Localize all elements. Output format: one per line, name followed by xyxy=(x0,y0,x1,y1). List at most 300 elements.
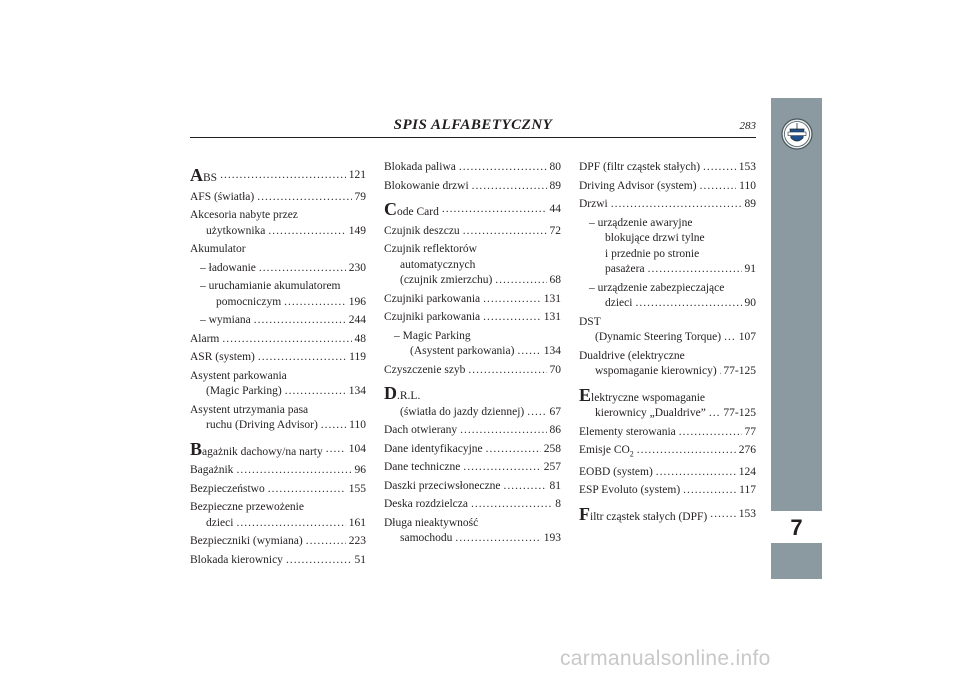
entry-heading: Długa nieaktywność xyxy=(384,516,479,529)
sub-entry-heading: – uruchamianie akumulatorem xyxy=(200,280,341,292)
entry-text xyxy=(384,442,483,458)
entry-text xyxy=(190,553,283,569)
entry-text-body: EOBD (system) xyxy=(579,465,653,478)
entry-text-body: ASR (system) xyxy=(190,351,255,363)
entry-text-body: Czujniki parkowania xyxy=(384,311,481,323)
entry-row xyxy=(384,423,561,439)
entry-row xyxy=(579,197,756,213)
entry-text-body: Bezpieczniki (wymiana) xyxy=(190,535,303,547)
leader-dots xyxy=(455,531,540,547)
index-entry xyxy=(384,242,561,289)
index-entry xyxy=(190,165,366,187)
index-entry xyxy=(579,160,756,176)
index-entry xyxy=(190,313,366,329)
page-ref: 230 xyxy=(348,261,366,274)
index-entry xyxy=(579,349,756,380)
index-entry xyxy=(384,460,561,476)
leader-dots xyxy=(724,330,736,346)
entry-text xyxy=(595,364,717,380)
header-rule xyxy=(190,137,756,138)
index-entry xyxy=(579,425,756,441)
index-entry xyxy=(190,438,366,461)
page-ref: 134 xyxy=(348,385,366,397)
entry-heading-rest: lektryczne wspomaganie xyxy=(591,391,706,404)
entry-text-body: (Asystent parkowania) xyxy=(410,345,515,357)
page-ref: 131 xyxy=(543,292,561,305)
entry-row xyxy=(190,190,366,206)
entry-heading: Asystent parkowania xyxy=(190,369,287,382)
leader-dots xyxy=(486,442,541,458)
entry-text-body: Czujnik deszczu xyxy=(384,224,460,237)
entry-row xyxy=(384,460,561,476)
page-ref: 44 xyxy=(549,203,561,215)
index-column-1 xyxy=(190,160,366,571)
initial-letter: E xyxy=(579,384,592,405)
index-column-3 xyxy=(579,160,756,528)
entry-row xyxy=(579,262,756,278)
entry-row xyxy=(384,344,561,360)
entry-heading xyxy=(579,384,756,407)
entry-row xyxy=(384,497,561,513)
entry-row xyxy=(190,332,366,348)
entry-text xyxy=(384,224,460,240)
leader-dots xyxy=(442,202,547,221)
entry-text xyxy=(384,497,468,513)
index-entry xyxy=(384,442,561,458)
page-ref: 70 xyxy=(549,363,561,376)
entry-text xyxy=(384,179,469,195)
entry-text-body: Dane identyfikacyjne xyxy=(384,442,483,455)
index-entry xyxy=(384,310,561,326)
index-entry xyxy=(190,482,366,498)
leader-dots xyxy=(236,463,351,479)
entry-text xyxy=(595,406,706,422)
entry-text-body: pomocniczym xyxy=(216,295,282,308)
entry-heading-rest: .R.L. xyxy=(397,390,421,402)
entry-text xyxy=(190,165,218,187)
entry-text-body: Blokowanie drzwi xyxy=(384,179,469,192)
entry-row xyxy=(579,465,756,481)
index-entry xyxy=(190,208,366,239)
leader-dots xyxy=(720,364,721,380)
entry-row xyxy=(579,160,756,176)
index-entry xyxy=(384,179,561,195)
leader-dots xyxy=(504,479,547,495)
sub-entry-heading: – urządzenie awaryjne xyxy=(589,216,693,229)
index-entry xyxy=(579,179,756,195)
page-ref: 117 xyxy=(739,484,756,497)
lancia-logo-icon xyxy=(781,118,813,150)
page-ref: 81 xyxy=(549,479,561,492)
entry-text-body: dzieci xyxy=(605,297,633,309)
entry-row xyxy=(384,273,561,289)
page-ref: 257 xyxy=(543,461,561,473)
leader-dots xyxy=(703,160,736,176)
entry-text xyxy=(605,262,645,278)
index-entry xyxy=(190,261,366,277)
entry-text xyxy=(384,310,480,326)
entry-text xyxy=(190,463,233,479)
page-ref: 77 xyxy=(744,425,756,438)
entry-row xyxy=(190,438,366,461)
entry-text-body: iltr cząstek stałych (DPF) xyxy=(590,510,708,523)
entry-text-body: AFS (światła) xyxy=(190,190,255,203)
page-ref: 110 xyxy=(349,419,366,431)
leader-dots xyxy=(483,310,541,326)
entry-text-body: użytkownika xyxy=(206,224,266,237)
page-title: SPIS ALFABETYCZNY xyxy=(393,117,553,133)
page-ref: 67 xyxy=(549,405,561,418)
leader-dots xyxy=(460,423,546,439)
page-ref: 91 xyxy=(744,263,756,275)
entry-text xyxy=(605,296,632,312)
index-entry xyxy=(384,292,561,308)
entry-text-body: ESP Evoluto (system) xyxy=(579,484,681,497)
index-entry xyxy=(579,197,756,213)
page-ref: 89 xyxy=(744,198,756,210)
entry-text xyxy=(384,460,460,476)
leader-dots xyxy=(236,516,345,532)
entry-label: Akumulator xyxy=(190,243,246,255)
index-entry xyxy=(579,443,756,462)
entry-text xyxy=(190,190,254,206)
entry-text xyxy=(400,531,452,547)
index-entry xyxy=(384,383,561,420)
page-ref: 276 xyxy=(738,444,756,456)
entry-row xyxy=(384,479,561,495)
entry-text-body: Emisje CO xyxy=(579,444,630,456)
entry-row xyxy=(190,553,366,569)
entry-continuation: blokujące drzwi tylne xyxy=(605,232,705,244)
index-entry xyxy=(384,363,561,379)
page-ref: 80 xyxy=(549,161,561,173)
index-entry xyxy=(579,281,756,312)
entry-row xyxy=(579,425,756,441)
leader-dots xyxy=(220,168,346,187)
index-entry xyxy=(384,199,561,221)
chapter-number: 7 xyxy=(790,515,803,540)
index-entry xyxy=(190,242,366,258)
entry-row xyxy=(190,224,366,240)
entry-text-body: wspomaganie kierownicy) xyxy=(595,365,717,377)
leader-dots xyxy=(637,443,736,462)
page-ref: 223 xyxy=(348,535,366,547)
page-ref: 104 xyxy=(348,442,366,455)
leader-dots xyxy=(709,406,721,422)
index-entry xyxy=(579,503,756,526)
leader-dots xyxy=(459,160,547,176)
leader-dots xyxy=(257,190,351,206)
entry-row xyxy=(384,310,561,326)
leader-dots xyxy=(285,384,346,400)
entry-row xyxy=(579,503,756,526)
entry-row xyxy=(190,295,366,311)
entry-text xyxy=(190,534,303,550)
entry-heading: Bezpieczne przewożenie xyxy=(190,501,304,513)
entry-row xyxy=(190,165,366,187)
index-column-2 xyxy=(384,160,561,550)
entry-text xyxy=(206,418,318,434)
page-ref: 161 xyxy=(348,516,366,529)
entry-text-body: DPF (filtr cząstek stałych) xyxy=(579,161,701,173)
index-entry xyxy=(384,479,561,495)
leader-dots xyxy=(517,344,540,360)
page-ref: 244 xyxy=(348,314,366,326)
entry-text xyxy=(384,199,439,221)
leader-dots xyxy=(463,224,547,240)
leader-dots xyxy=(679,425,742,441)
entry-text-body: (światła do jazdy dziennej) xyxy=(400,405,525,418)
page-ref: 258 xyxy=(543,442,561,455)
index-entry xyxy=(579,384,756,422)
page-ref: 193 xyxy=(543,532,561,544)
entry-text: – wymiana xyxy=(200,314,251,326)
leader-dots xyxy=(683,483,736,499)
index-entry xyxy=(579,465,756,481)
entry-text xyxy=(190,482,265,498)
entry-row xyxy=(190,261,366,277)
entry-text-body: samochodu xyxy=(400,532,453,544)
entry-text-body: ruchu (Driving Advisor) xyxy=(206,419,318,431)
entry-text-body: Alarm xyxy=(190,332,220,345)
entry-text-body: Czyszczenie szyb xyxy=(384,363,466,376)
leader-dots xyxy=(306,534,346,550)
page-ref: 89 xyxy=(549,179,561,192)
entry-row xyxy=(190,482,366,498)
entry-text xyxy=(190,332,219,348)
page-header xyxy=(190,117,756,137)
index-entry xyxy=(384,329,561,360)
entry-text xyxy=(206,516,233,532)
leader-dots xyxy=(656,465,736,481)
entry-row xyxy=(190,418,366,434)
initial-letter: C xyxy=(384,199,397,219)
leader-dots xyxy=(471,497,552,513)
page-ref: 107 xyxy=(738,331,756,343)
index-entry xyxy=(190,332,366,348)
index-entry xyxy=(190,369,366,400)
entry-row xyxy=(384,405,561,421)
entry-text-body: Bagażnik xyxy=(190,464,234,476)
leader-dots xyxy=(463,460,540,476)
entry-heading: Dualdrive (elektryczne xyxy=(579,349,685,362)
entry-text xyxy=(206,384,282,400)
leader-dots xyxy=(495,273,546,289)
entry-heading: Asystent utrzymania pasa xyxy=(190,403,309,416)
entry-text-body: agażnik dachowy/na narty xyxy=(202,445,323,458)
leader-dots xyxy=(259,261,346,277)
page-ref: 149 xyxy=(348,224,366,237)
entry-row xyxy=(384,531,561,547)
leader-dots xyxy=(222,332,351,348)
initial-letter: D xyxy=(384,383,397,403)
index-entry xyxy=(579,483,756,499)
entry-text-body: Daszki przeciwsłoneczne xyxy=(384,479,501,492)
entry-row xyxy=(384,292,561,308)
index-entry xyxy=(384,423,561,439)
entry-text-body: (czujnik zmierzchu) xyxy=(400,274,493,286)
entry-row xyxy=(579,483,756,499)
page-ref: 155 xyxy=(348,482,366,495)
entry-row xyxy=(190,313,366,329)
entry-text-body: Blokada paliwa xyxy=(384,161,456,173)
page-ref: 134 xyxy=(543,345,561,357)
entry-text xyxy=(190,438,323,461)
leader-dots xyxy=(468,363,546,379)
page-ref: 153 xyxy=(738,507,756,520)
initial-letter: B xyxy=(190,438,203,459)
entry-continuation: i przednie po stronie xyxy=(605,247,700,260)
index-entry xyxy=(190,463,366,479)
entry-text-body: Elementy sterowania xyxy=(579,425,676,438)
entry-text xyxy=(190,350,255,366)
leader-dots xyxy=(635,296,741,312)
initial-letter: A xyxy=(190,165,203,185)
entry-text xyxy=(216,295,281,311)
entry-text xyxy=(579,503,708,526)
page-ref: 119 xyxy=(349,351,366,363)
subscript: 2 xyxy=(629,449,634,459)
entry-row xyxy=(384,363,561,379)
entry-continuation: automatycznych xyxy=(400,258,476,271)
entry-heading: Czujnik reflektorów xyxy=(384,243,477,255)
entry-text xyxy=(384,363,465,379)
entry-text xyxy=(579,465,653,481)
entry-text xyxy=(384,160,456,176)
entry-row xyxy=(579,330,756,346)
chapter-sidebar xyxy=(771,98,822,579)
page-ref: 90 xyxy=(744,297,756,309)
index-entry xyxy=(190,190,366,206)
index-entry xyxy=(579,315,756,346)
index-entry xyxy=(384,497,561,513)
leader-dots xyxy=(700,179,737,195)
index-entry xyxy=(190,403,366,434)
entry-row xyxy=(190,384,366,400)
entry-text xyxy=(384,423,457,439)
watermark: carmanualsonline.info xyxy=(560,647,771,670)
page-ref: 8 xyxy=(555,498,561,510)
entry-text-body: BS xyxy=(203,172,218,184)
page-ref: 124 xyxy=(738,465,756,478)
entry-text-body: (Magic Parking) xyxy=(206,385,282,397)
entry-row xyxy=(190,350,366,366)
entry-row xyxy=(190,516,366,532)
page-number: 283 xyxy=(739,120,756,132)
leader-dots xyxy=(527,405,546,421)
index-entry xyxy=(384,224,561,240)
page-ref: 72 xyxy=(549,224,561,237)
leader-dots xyxy=(483,292,541,308)
entry-text-body: dzieci xyxy=(206,516,234,529)
entry-text-body: kierownicy „Dualdrive” xyxy=(595,407,706,419)
index-entry xyxy=(190,534,366,550)
entry-row xyxy=(579,443,756,462)
entry-text xyxy=(206,224,265,240)
index-entry xyxy=(190,350,366,366)
entry-text-body: Dach otwierany xyxy=(384,424,458,436)
entry-row xyxy=(579,179,756,195)
entry-text xyxy=(410,344,514,360)
entry-text-body: Blokada kierownicy xyxy=(190,553,283,566)
leader-dots xyxy=(286,553,352,569)
page-ref: 110 xyxy=(739,179,756,192)
entry-text xyxy=(384,292,480,308)
entry-text xyxy=(579,160,700,176)
page-ref: 77-125 xyxy=(723,407,756,419)
entry-text xyxy=(579,425,676,441)
entry-text xyxy=(400,405,524,421)
leader-dots xyxy=(611,197,742,213)
entry-text-body: Drzwi xyxy=(579,198,608,210)
index-entry xyxy=(384,160,561,176)
entry-text-body: Bezpieczeństwo xyxy=(190,482,265,495)
index-entry xyxy=(384,516,561,547)
leader-dots xyxy=(258,350,346,366)
entry-text xyxy=(384,479,501,495)
page-ref: 79 xyxy=(354,190,366,203)
entry-row xyxy=(190,463,366,479)
leader-dots xyxy=(268,482,346,498)
index-entry xyxy=(579,216,756,278)
entry-row xyxy=(579,364,756,380)
entry-text xyxy=(579,197,608,213)
sub-entry-heading: – Magic Parking xyxy=(394,329,471,342)
entry-text-body: Czujniki parkowania xyxy=(384,292,481,305)
page-ref: 121 xyxy=(348,169,366,181)
page-ref: 48 xyxy=(354,332,366,345)
initial-letter: F xyxy=(579,503,590,524)
page-ref: 51 xyxy=(354,553,366,566)
entry-text-body: (Dynamic Steering Torque) xyxy=(595,331,722,343)
entry-row xyxy=(579,406,756,422)
leader-dots xyxy=(472,179,547,195)
index-entry xyxy=(190,553,366,569)
index-entry xyxy=(190,500,366,531)
page-ref: 68 xyxy=(549,274,561,286)
sub-entry-heading: – urządzenie zabezpieczające xyxy=(589,281,725,294)
entry-text-body: Driving Advisor (system) xyxy=(579,179,697,192)
leader-dots xyxy=(326,442,346,461)
page-ref: 196 xyxy=(348,295,366,308)
entry-row xyxy=(384,179,561,195)
entry-row xyxy=(579,296,756,312)
leader-dots xyxy=(284,295,346,311)
leader-dots xyxy=(710,507,736,526)
entry-heading: DST xyxy=(579,315,601,328)
entry-text xyxy=(579,443,634,462)
page-ref: 131 xyxy=(543,311,561,323)
entry-text-body: ode Card xyxy=(397,206,439,218)
entry-row xyxy=(384,442,561,458)
index-entry xyxy=(190,279,366,310)
entry-row xyxy=(384,199,561,221)
entry-heading: Akcesoria nabyte przez xyxy=(190,209,298,221)
entry-text: – ładowanie xyxy=(200,261,256,274)
entry-text-body: Deska rozdzielcza xyxy=(384,498,468,510)
entry-row xyxy=(384,160,561,176)
leader-dots xyxy=(254,313,346,329)
page-ref: 86 xyxy=(549,424,561,436)
entry-text-body: Dane techniczne xyxy=(384,461,461,473)
leader-dots xyxy=(321,418,346,434)
entry-text xyxy=(400,273,492,289)
entry-text xyxy=(595,330,721,346)
entry-row xyxy=(190,534,366,550)
chapter-tab xyxy=(771,511,822,543)
leader-dots xyxy=(268,224,345,240)
entry-text xyxy=(579,179,697,195)
